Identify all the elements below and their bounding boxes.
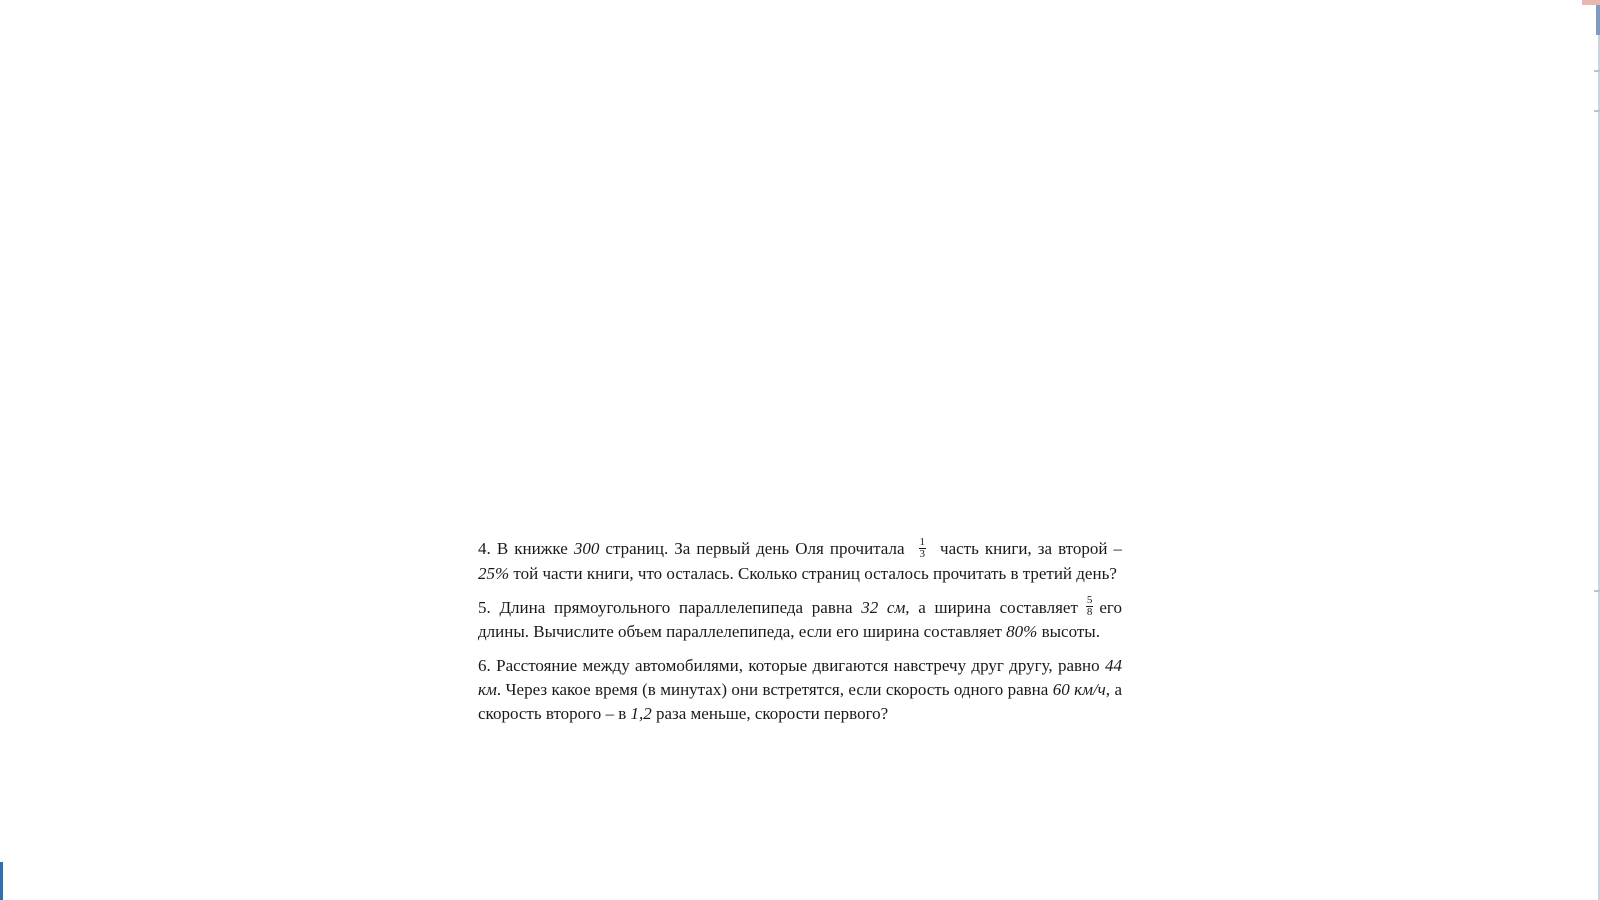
problem-number: 5. — [478, 597, 491, 617]
window-left-accent — [0, 862, 3, 900]
problem-value: 300 — [573, 539, 600, 558]
fraction-numerator: 1 — [919, 535, 926, 548]
problem-text: Расстояние между автомобилями, которые двигаются навстречу друг другу, равно — [496, 656, 1100, 676]
scrollbar-thumb[interactable] — [1596, 5, 1600, 35]
problem-number: 4. — [478, 539, 491, 558]
fraction-denominator: 3 — [919, 547, 926, 560]
problem-text: его длины. Вычислите объем параллелепипеда, если его ширина составляет — [478, 597, 1122, 642]
problem-value: 60 км/ч — [1052, 680, 1106, 700]
problem-text: . Через какое время (в минутах) они встретятся, если скорость одного равна — [496, 680, 1049, 700]
problem-4 — [478, 537, 1122, 586]
ruler-tick — [1594, 590, 1600, 592]
problem-text: страниц. За первый день Оля прочитала — [605, 539, 905, 558]
ruler-tick — [1594, 110, 1600, 112]
problem-value: 80% — [1006, 622, 1038, 642]
ruler-tick — [1594, 70, 1600, 72]
problem-value: 44 км — [478, 656, 1123, 700]
fraction — [1086, 595, 1094, 618]
fraction-numerator: 5 — [1086, 594, 1093, 607]
problem-value: 25% — [478, 563, 510, 583]
fraction-denominator: 8 — [1086, 606, 1093, 619]
fraction — [919, 537, 927, 560]
problem-text: В книжке — [496, 539, 568, 558]
problem-text: , а ширина составляет — [905, 597, 1078, 617]
problem-text: часть книги, за второй – — [940, 539, 1123, 558]
problem-text: раза меньше, скорости первого? — [655, 704, 889, 724]
problem-text: той части книги, что осталась. Сколько страниц осталось прочитать в третий день? — [513, 563, 1117, 583]
problem-6 — [478, 654, 1122, 726]
problem-number: 6. — [478, 656, 491, 676]
problem-text: , а скорость второго – в — [478, 680, 1123, 724]
problem-value: 32 см — [861, 597, 906, 617]
problem-5 — [478, 596, 1122, 645]
problem-value: 1,2 — [630, 704, 652, 724]
problem-text: высоты. — [1041, 622, 1100, 642]
problem-text: Длина прямоугольного параллелепипеда равна — [499, 597, 853, 617]
problems-list — [478, 537, 1122, 736]
